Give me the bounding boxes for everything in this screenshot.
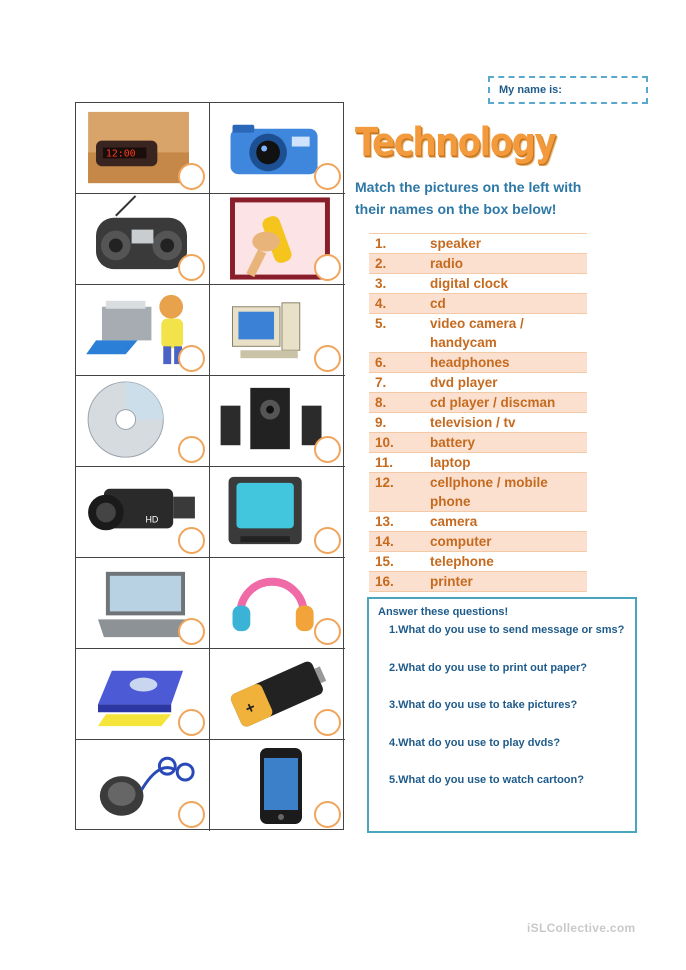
answer-circle[interactable]	[178, 618, 205, 645]
item-number: 1.	[375, 236, 387, 251]
name-box[interactable]	[488, 76, 648, 104]
word-list-item	[369, 314, 587, 353]
item-word: video camera / handycam	[430, 316, 524, 350]
item-number: 10.	[375, 435, 394, 450]
picture-cell	[210, 103, 345, 194]
word-list-item	[369, 552, 587, 572]
picture-cell	[210, 649, 345, 740]
picture-cell	[210, 194, 345, 285]
picture-cell	[76, 740, 210, 831]
answer-circle[interactable]	[178, 801, 205, 828]
picture-cell	[210, 376, 345, 467]
picture-cell	[210, 285, 345, 376]
item-word: television / tv	[430, 415, 516, 430]
answer-circle[interactable]	[314, 254, 341, 281]
picture-cell	[76, 285, 210, 376]
word-list-item	[369, 234, 587, 254]
question-item: 3.What do you use to take pictures?	[389, 699, 578, 711]
answer-circle[interactable]	[178, 527, 205, 554]
answer-circle[interactable]	[178, 436, 205, 463]
picture-cell	[76, 558, 210, 649]
name-label: My name is:	[499, 84, 562, 96]
picture-cell	[210, 558, 345, 649]
word-list-item	[369, 254, 587, 274]
word-list-item	[369, 294, 587, 314]
item-number: 16.	[375, 574, 394, 589]
item-number: 15.	[375, 554, 394, 569]
svg-text:12:00: 12:00	[105, 148, 136, 160]
item-word: computer	[430, 534, 492, 549]
picture-cell	[76, 467, 210, 558]
word-list-item	[369, 433, 587, 453]
item-word: headphones	[430, 355, 510, 370]
word-list-item	[369, 572, 587, 592]
picture-cell	[76, 376, 210, 467]
answer-circle[interactable]	[178, 163, 205, 190]
question-item: 4.What do you use to play dvds?	[389, 737, 561, 749]
item-number: 3.	[375, 276, 387, 291]
question-item: 1.What do you use to send message or sms?	[389, 624, 625, 636]
item-number: 2.	[375, 256, 387, 271]
questions-box	[367, 597, 637, 833]
picture-cell	[210, 467, 345, 558]
word-list-item	[369, 353, 587, 373]
answer-circle[interactable]	[314, 527, 341, 554]
item-word: cd	[430, 296, 446, 311]
word-list-item	[369, 532, 587, 552]
word-list-item	[369, 373, 587, 393]
item-number: 12.	[375, 475, 394, 490]
answer-circle[interactable]	[178, 254, 205, 281]
picture-cell	[210, 740, 345, 831]
answer-circle[interactable]	[314, 163, 341, 190]
picture-grid	[75, 102, 344, 830]
word-list	[369, 233, 587, 592]
item-word: camera	[430, 514, 478, 529]
item-number: 6.	[375, 355, 387, 370]
item-word: radio	[430, 256, 464, 271]
item-word: printer	[430, 574, 473, 589]
answer-circle[interactable]	[314, 345, 341, 372]
question-item: 2.What do you use to print out paper?	[389, 662, 587, 674]
item-number: 7.	[375, 375, 387, 390]
picture-cell	[76, 649, 210, 740]
answer-circle[interactable]	[314, 709, 341, 736]
answer-circle[interactable]	[314, 618, 341, 645]
answer-circle[interactable]	[314, 801, 341, 828]
site-watermark: iSLCollective.com	[527, 921, 636, 935]
item-word: laptop	[430, 455, 471, 470]
answer-circle[interactable]	[178, 345, 205, 372]
answer-circle[interactable]	[314, 436, 341, 463]
item-number: 9.	[375, 415, 387, 430]
question-item: 5.What do you use to watch cartoon?	[389, 774, 584, 786]
word-list-item	[369, 512, 587, 532]
word-list-item	[369, 473, 587, 512]
svg-text:HD: HD	[145, 514, 159, 525]
svg-text:+: +	[242, 698, 259, 719]
word-list-item	[369, 453, 587, 473]
item-word: cd player / discman	[430, 395, 556, 410]
instruction-text: Match the pictures on the left with their names on the box below!	[355, 179, 582, 217]
picture-cell	[76, 103, 210, 194]
questions-heading: Answer these questions!	[378, 606, 509, 618]
picture-cell	[76, 194, 210, 285]
item-word: dvd player	[430, 375, 498, 390]
word-list-item	[369, 274, 587, 294]
page-title: Technology	[355, 120, 556, 166]
word-list-item	[369, 413, 587, 433]
item-word: digital clock	[430, 276, 509, 291]
item-word: cellphone / mobile phone	[430, 475, 548, 509]
item-number: 13.	[375, 514, 394, 529]
item-number: 5.	[375, 316, 387, 331]
answer-circle[interactable]	[178, 709, 205, 736]
item-word: telephone	[430, 554, 494, 569]
word-list-item	[369, 393, 587, 413]
item-number: 14.	[375, 534, 394, 549]
item-number: 4.	[375, 296, 387, 311]
item-number: 8.	[375, 395, 387, 410]
item-word: speaker	[430, 236, 482, 251]
item-word: battery	[430, 435, 476, 450]
item-number: 11.	[375, 455, 394, 470]
